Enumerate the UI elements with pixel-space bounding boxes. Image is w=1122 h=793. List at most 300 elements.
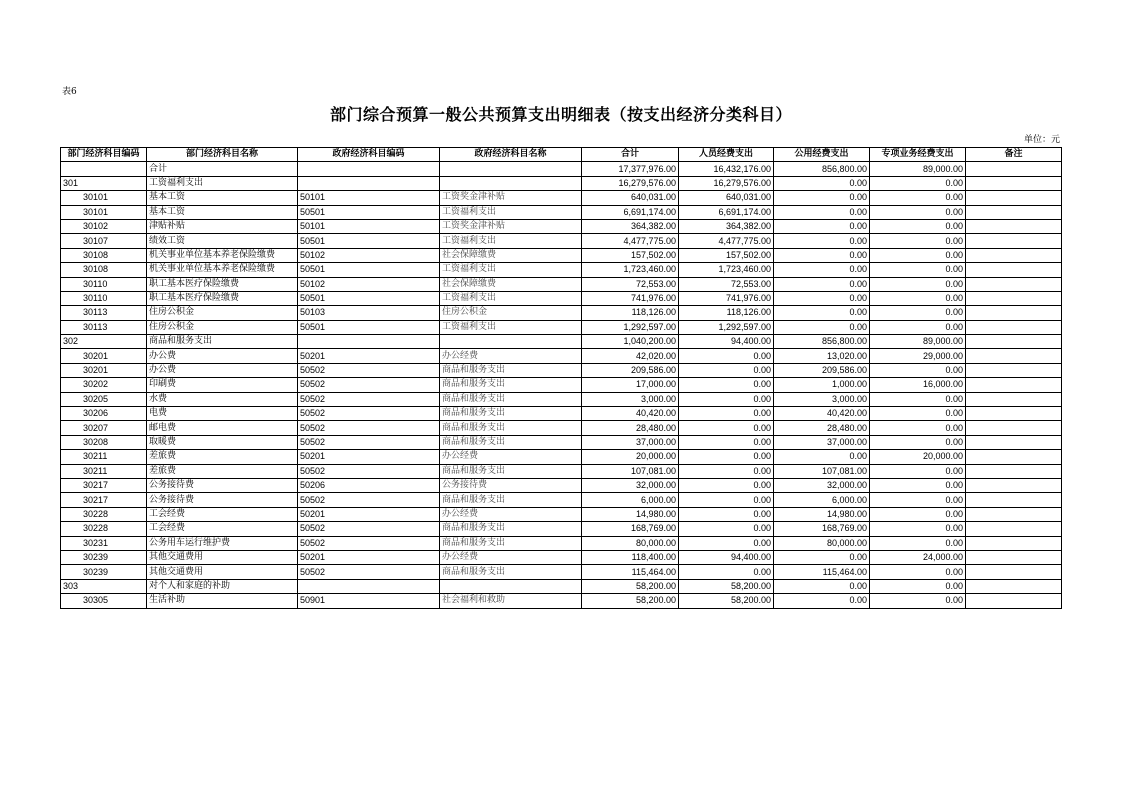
- table-row: [61, 219, 1062, 233]
- cell-dept-name: 对个人和家庭的补助: [147, 579, 298, 593]
- cell-dept-code: 30206: [61, 407, 147, 421]
- cell-special: 0.00: [870, 320, 966, 334]
- cell-personnel: 0.00: [679, 522, 774, 536]
- table-row: [61, 407, 1062, 421]
- cell-public: 856,800.00: [774, 335, 870, 349]
- cell-remark: [966, 306, 1062, 320]
- cell-public: 1,000.00: [774, 378, 870, 392]
- cell-total: 107,081.00: [582, 464, 679, 478]
- cell-public: 0.00: [774, 550, 870, 564]
- cell-total: 72,553.00: [582, 277, 679, 291]
- cell-dept-name: 住房公积金: [147, 320, 298, 334]
- cell-gov-code: 50201: [298, 550, 440, 564]
- cell-public: 80,000.00: [774, 536, 870, 550]
- cell-gov-code: 50101: [298, 191, 440, 205]
- table-row: [61, 493, 1062, 507]
- cell-total: 40,420.00: [582, 407, 679, 421]
- cell-remark: [966, 363, 1062, 377]
- cell-remark: [966, 507, 1062, 521]
- cell-dept-code: 30239: [61, 550, 147, 564]
- cell-gov-name: [440, 579, 582, 593]
- cell-gov-code: 50901: [298, 594, 440, 608]
- table-row: [61, 205, 1062, 219]
- table-row: [61, 522, 1062, 536]
- table-row: [61, 464, 1062, 478]
- cell-dept-name: 生活补助: [147, 594, 298, 608]
- cell-gov-name: 工资福利支出: [440, 263, 582, 277]
- cell-public: 0.00: [774, 450, 870, 464]
- header-gov-code: 政府经济科目编码: [298, 148, 440, 162]
- cell-remark: [966, 219, 1062, 233]
- cell-gov-name: 工资奖金津补贴: [440, 219, 582, 233]
- cell-gov-name: 工资福利支出: [440, 205, 582, 219]
- cell-personnel: 0.00: [679, 392, 774, 406]
- table-row: [61, 191, 1062, 205]
- cell-gov-name: 工资奖金津补贴: [440, 191, 582, 205]
- cell-dept-name: 其他交通费用: [147, 565, 298, 579]
- cell-public: 0.00: [774, 320, 870, 334]
- cell-dept-code: [61, 162, 147, 176]
- cell-total: 58,200.00: [582, 579, 679, 593]
- cell-dept-name: 邮电费: [147, 421, 298, 435]
- table-row: [61, 378, 1062, 392]
- cell-public: 0.00: [774, 306, 870, 320]
- cell-total: 741,976.00: [582, 291, 679, 305]
- cell-gov-code: 50101: [298, 219, 440, 233]
- cell-special: 0.00: [870, 507, 966, 521]
- cell-personnel: 0.00: [679, 565, 774, 579]
- cell-special: 0.00: [870, 392, 966, 406]
- cell-special: 0.00: [870, 522, 966, 536]
- table-row: [61, 579, 1062, 593]
- cell-total: 6,000.00: [582, 493, 679, 507]
- table-row: [61, 421, 1062, 435]
- header-total: 合计: [582, 148, 679, 162]
- cell-public: 0.00: [774, 191, 870, 205]
- header-special: 专项业务经费支出: [870, 148, 966, 162]
- cell-dept-code: 30201: [61, 349, 147, 363]
- cell-gov-code: 50502: [298, 464, 440, 478]
- table-row: [61, 306, 1062, 320]
- cell-public: 0.00: [774, 263, 870, 277]
- cell-special: 0.00: [870, 306, 966, 320]
- cell-total: 6,691,174.00: [582, 205, 679, 219]
- cell-remark: [966, 392, 1062, 406]
- cell-personnel: 0.00: [679, 478, 774, 492]
- cell-remark: [966, 378, 1062, 392]
- cell-total: 16,279,576.00: [582, 176, 679, 190]
- cell-remark: [966, 421, 1062, 435]
- cell-gov-code: 50501: [298, 205, 440, 219]
- cell-dept-code: 30207: [61, 421, 147, 435]
- sheet-label: 表6: [62, 87, 77, 97]
- cell-dept-code: 30231: [61, 536, 147, 550]
- cell-gov-code: 50502: [298, 536, 440, 550]
- cell-personnel: 16,432,176.00: [679, 162, 774, 176]
- cell-dept-code: 30211: [61, 464, 147, 478]
- cell-dept-code: 30108: [61, 263, 147, 277]
- cell-remark: [966, 594, 1062, 608]
- cell-gov-code: 50502: [298, 392, 440, 406]
- cell-public: 0.00: [774, 234, 870, 248]
- cell-dept-name: 住房公积金: [147, 306, 298, 320]
- cell-personnel: 58,200.00: [679, 579, 774, 593]
- table-row: [61, 291, 1062, 305]
- cell-dept-name: 差旅费: [147, 464, 298, 478]
- cell-personnel: 94,400.00: [679, 550, 774, 564]
- cell-total: 20,000.00: [582, 450, 679, 464]
- cell-special: 0.00: [870, 205, 966, 219]
- cell-total: 118,400.00: [582, 550, 679, 564]
- cell-special: 0.00: [870, 291, 966, 305]
- header-remark: 备注: [966, 148, 1062, 162]
- cell-dept-code: 30217: [61, 493, 147, 507]
- cell-remark: [966, 277, 1062, 291]
- cell-special: 0.00: [870, 219, 966, 233]
- table-row: [61, 550, 1062, 564]
- cell-personnel: 6,691,174.00: [679, 205, 774, 219]
- table-row: [61, 536, 1062, 550]
- cell-remark: [966, 493, 1062, 507]
- cell-remark: [966, 435, 1062, 449]
- cell-remark: [966, 407, 1062, 421]
- cell-dept-code: 301: [61, 176, 147, 190]
- cell-dept-code: 30101: [61, 191, 147, 205]
- cell-total: 17,000.00: [582, 378, 679, 392]
- cell-dept-name: 职工基本医疗保险缴费: [147, 291, 298, 305]
- cell-personnel: 0.00: [679, 421, 774, 435]
- table-row: [61, 248, 1062, 262]
- cell-gov-name: 商品和服务支出: [440, 378, 582, 392]
- cell-dept-name: 其他交通费用: [147, 550, 298, 564]
- cell-gov-name: 社会保障缴费: [440, 248, 582, 262]
- cell-personnel: 58,200.00: [679, 594, 774, 608]
- table-row: [61, 263, 1062, 277]
- cell-dept-code: 30113: [61, 306, 147, 320]
- cell-personnel: 0.00: [679, 493, 774, 507]
- cell-personnel: 94,400.00: [679, 335, 774, 349]
- cell-public: 6,000.00: [774, 493, 870, 507]
- cell-dept-code: 30113: [61, 320, 147, 334]
- table-row: [61, 335, 1062, 349]
- cell-dept-code: 30201: [61, 363, 147, 377]
- cell-remark: [966, 335, 1062, 349]
- cell-gov-code: 50206: [298, 478, 440, 492]
- cell-gov-name: 商品和服务支出: [440, 493, 582, 507]
- cell-total: 80,000.00: [582, 536, 679, 550]
- header-dept-code: 部门经济科目编码: [61, 148, 147, 162]
- cell-dept-code: 30211: [61, 450, 147, 464]
- cell-dept-code: 30239: [61, 565, 147, 579]
- table-row: [61, 277, 1062, 291]
- cell-public: 107,081.00: [774, 464, 870, 478]
- cell-gov-code: 50502: [298, 378, 440, 392]
- page-title: 部门综合预算一般公共预算支出明细表（按支出经济分类科目）: [329, 105, 792, 124]
- cell-total: 32,000.00: [582, 478, 679, 492]
- cell-gov-name: 公务接待费: [440, 478, 582, 492]
- table-row: [61, 450, 1062, 464]
- cell-remark: [966, 579, 1062, 593]
- cell-remark: [966, 349, 1062, 363]
- cell-gov-name: 工资福利支出: [440, 320, 582, 334]
- cell-gov-code: 50502: [298, 421, 440, 435]
- cell-special: 29,000.00: [870, 349, 966, 363]
- cell-remark: [966, 565, 1062, 579]
- cell-dept-name: 公务接待费: [147, 493, 298, 507]
- cell-personnel: 0.00: [679, 464, 774, 478]
- cell-public: 0.00: [774, 248, 870, 262]
- cell-dept-name: 合计: [147, 162, 298, 176]
- cell-dept-code: 30107: [61, 234, 147, 248]
- cell-total: 28,480.00: [582, 421, 679, 435]
- cell-special: 0.00: [870, 493, 966, 507]
- cell-total: 157,502.00: [582, 248, 679, 262]
- cell-gov-code: 50502: [298, 435, 440, 449]
- cell-total: 4,477,775.00: [582, 234, 679, 248]
- cell-public: 14,980.00: [774, 507, 870, 521]
- cell-remark: [966, 176, 1062, 190]
- cell-special: 0.00: [870, 176, 966, 190]
- cell-gov-code: 50502: [298, 493, 440, 507]
- cell-personnel: 72,553.00: [679, 277, 774, 291]
- table-row: [61, 176, 1062, 190]
- cell-dept-code: 303: [61, 579, 147, 593]
- cell-remark: [966, 234, 1062, 248]
- budget-table: [60, 147, 1062, 609]
- cell-gov-code: [298, 335, 440, 349]
- table-row: [61, 349, 1062, 363]
- cell-gov-name: 社会保障缴费: [440, 277, 582, 291]
- cell-public: 28,480.00: [774, 421, 870, 435]
- cell-total: 168,769.00: [582, 522, 679, 536]
- cell-dept-name: 工资福利支出: [147, 176, 298, 190]
- cell-gov-name: 办公经费: [440, 349, 582, 363]
- cell-dept-code: 30102: [61, 219, 147, 233]
- cell-gov-name: [440, 162, 582, 176]
- cell-total: 118,126.00: [582, 306, 679, 320]
- header-personnel: 人员经费支出: [679, 148, 774, 162]
- cell-public: 856,800.00: [774, 162, 870, 176]
- cell-remark: [966, 263, 1062, 277]
- cell-dept-code: 30202: [61, 378, 147, 392]
- cell-dept-name: 工会经费: [147, 507, 298, 521]
- cell-special: 0.00: [870, 464, 966, 478]
- cell-gov-name: 商品和服务支出: [440, 363, 582, 377]
- cell-remark: [966, 320, 1062, 334]
- header-gov-name: 政府经济科目名称: [440, 148, 582, 162]
- cell-total: 1,723,460.00: [582, 263, 679, 277]
- unit-label: 单位：元: [1023, 135, 1060, 145]
- table-row: [61, 162, 1062, 176]
- cell-gov-name: 社会福利和救助: [440, 594, 582, 608]
- cell-dept-name: 取暖费: [147, 435, 298, 449]
- cell-special: 0.00: [870, 263, 966, 277]
- cell-gov-name: 住房公积金: [440, 306, 582, 320]
- cell-gov-code: [298, 176, 440, 190]
- cell-public: 0.00: [774, 176, 870, 190]
- cell-personnel: 118,126.00: [679, 306, 774, 320]
- cell-special: 0.00: [870, 594, 966, 608]
- cell-personnel: 157,502.00: [679, 248, 774, 262]
- cell-dept-name: 水费: [147, 392, 298, 406]
- cell-gov-name: [440, 335, 582, 349]
- cell-personnel: 1,723,460.00: [679, 263, 774, 277]
- cell-gov-name: [440, 176, 582, 190]
- table-row: [61, 565, 1062, 579]
- table-header: [61, 148, 1062, 162]
- table-row: [61, 363, 1062, 377]
- cell-dept-name: 公务用车运行维护费: [147, 536, 298, 550]
- cell-remark: [966, 191, 1062, 205]
- cell-personnel: 0.00: [679, 450, 774, 464]
- cell-gov-name: 商品和服务支出: [440, 565, 582, 579]
- table-body: [61, 162, 1062, 608]
- cell-gov-code: [298, 162, 440, 176]
- cell-public: 40,420.00: [774, 407, 870, 421]
- cell-gov-code: 50501: [298, 291, 440, 305]
- cell-personnel: 1,292,597.00: [679, 320, 774, 334]
- cell-gov-name: 商品和服务支出: [440, 435, 582, 449]
- cell-special: 0.00: [870, 363, 966, 377]
- cell-total: 364,382.00: [582, 219, 679, 233]
- cell-gov-code: 50502: [298, 522, 440, 536]
- cell-dept-name: 基本工资: [147, 191, 298, 205]
- cell-dept-name: 绩效工资: [147, 234, 298, 248]
- cell-dept-name: 电费: [147, 407, 298, 421]
- cell-special: 0.00: [870, 248, 966, 262]
- cell-total: 640,031.00: [582, 191, 679, 205]
- cell-dept-name: 差旅费: [147, 450, 298, 464]
- cell-special: 0.00: [870, 565, 966, 579]
- cell-gov-code: 50502: [298, 407, 440, 421]
- cell-dept-code: 30228: [61, 507, 147, 521]
- cell-personnel: 0.00: [679, 536, 774, 550]
- cell-public: 115,464.00: [774, 565, 870, 579]
- cell-public: 0.00: [774, 594, 870, 608]
- cell-total: 14,980.00: [582, 507, 679, 521]
- cell-gov-code: 50103: [298, 306, 440, 320]
- cell-total: 58,200.00: [582, 594, 679, 608]
- cell-total: 42,020.00: [582, 349, 679, 363]
- cell-special: 89,000.00: [870, 335, 966, 349]
- cell-total: 115,464.00: [582, 565, 679, 579]
- cell-gov-code: 50201: [298, 507, 440, 521]
- cell-special: 0.00: [870, 579, 966, 593]
- cell-gov-name: 工资福利支出: [440, 234, 582, 248]
- cell-gov-code: 50102: [298, 277, 440, 291]
- cell-remark: [966, 450, 1062, 464]
- cell-dept-code: 30228: [61, 522, 147, 536]
- cell-remark: [966, 205, 1062, 219]
- cell-personnel: 0.00: [679, 363, 774, 377]
- table-row: [61, 435, 1062, 449]
- cell-dept-name: 公务接待费: [147, 478, 298, 492]
- cell-public: 3,000.00: [774, 392, 870, 406]
- cell-dept-code: 30110: [61, 277, 147, 291]
- cell-gov-name: 商品和服务支出: [440, 392, 582, 406]
- table-row: [61, 478, 1062, 492]
- cell-total: 209,586.00: [582, 363, 679, 377]
- header-dept-name: 部门经济科目名称: [147, 148, 298, 162]
- cell-special: 0.00: [870, 234, 966, 248]
- cell-personnel: 0.00: [679, 378, 774, 392]
- cell-personnel: 0.00: [679, 507, 774, 521]
- cell-dept-code: 30305: [61, 594, 147, 608]
- cell-dept-code: 30101: [61, 205, 147, 219]
- table-row: [61, 392, 1062, 406]
- cell-gov-code: [298, 579, 440, 593]
- table-row: [61, 234, 1062, 248]
- cell-dept-code: 30108: [61, 248, 147, 262]
- cell-gov-name: 商品和服务支出: [440, 536, 582, 550]
- cell-special: 24,000.00: [870, 550, 966, 564]
- cell-special: 0.00: [870, 277, 966, 291]
- cell-public: 13,020.00: [774, 349, 870, 363]
- cell-dept-name: 津贴补贴: [147, 219, 298, 233]
- cell-gov-name: 办公经费: [440, 507, 582, 521]
- cell-personnel: 4,477,775.00: [679, 234, 774, 248]
- cell-remark: [966, 550, 1062, 564]
- cell-dept-name: 机关事业单位基本养老保险缴费: [147, 248, 298, 262]
- cell-dept-name: 基本工资: [147, 205, 298, 219]
- cell-public: 32,000.00: [774, 478, 870, 492]
- cell-gov-code: 50501: [298, 263, 440, 277]
- cell-gov-name: 办公经费: [440, 450, 582, 464]
- cell-gov-code: 50502: [298, 565, 440, 579]
- cell-special: 0.00: [870, 536, 966, 550]
- cell-personnel: 640,031.00: [679, 191, 774, 205]
- cell-dept-code: 30217: [61, 478, 147, 492]
- cell-dept-name: 职工基本医疗保险缴费: [147, 277, 298, 291]
- cell-public: 37,000.00: [774, 435, 870, 449]
- cell-dept-name: 机关事业单位基本养老保险缴费: [147, 263, 298, 277]
- cell-gov-name: 商品和服务支出: [440, 522, 582, 536]
- cell-gov-code: 50201: [298, 349, 440, 363]
- cell-dept-code: 30205: [61, 392, 147, 406]
- cell-remark: [966, 248, 1062, 262]
- cell-public: 0.00: [774, 205, 870, 219]
- cell-personnel: 0.00: [679, 435, 774, 449]
- cell-gov-code: 50102: [298, 248, 440, 262]
- cell-total: 1,292,597.00: [582, 320, 679, 334]
- cell-public: 0.00: [774, 277, 870, 291]
- cell-remark: [966, 536, 1062, 550]
- cell-gov-code: 50501: [298, 320, 440, 334]
- table-row: [61, 594, 1062, 608]
- cell-special: 0.00: [870, 421, 966, 435]
- cell-special: 0.00: [870, 407, 966, 421]
- cell-public: 0.00: [774, 219, 870, 233]
- cell-remark: [966, 291, 1062, 305]
- cell-personnel: 16,279,576.00: [679, 176, 774, 190]
- cell-public: 0.00: [774, 579, 870, 593]
- cell-gov-name: 商品和服务支出: [440, 407, 582, 421]
- cell-gov-name: 商品和服务支出: [440, 464, 582, 478]
- cell-remark: [966, 464, 1062, 478]
- table-row: [61, 320, 1062, 334]
- cell-gov-code: 50502: [298, 363, 440, 377]
- cell-remark: [966, 478, 1062, 492]
- cell-personnel: 0.00: [679, 407, 774, 421]
- cell-dept-code: 302: [61, 335, 147, 349]
- cell-special: 0.00: [870, 191, 966, 205]
- cell-special: 0.00: [870, 435, 966, 449]
- cell-dept-name: 工会经费: [147, 522, 298, 536]
- cell-dept-name: 办公费: [147, 349, 298, 363]
- header-public: 公用经费支出: [774, 148, 870, 162]
- cell-gov-name: 工资福利支出: [440, 291, 582, 305]
- cell-total: 37,000.00: [582, 435, 679, 449]
